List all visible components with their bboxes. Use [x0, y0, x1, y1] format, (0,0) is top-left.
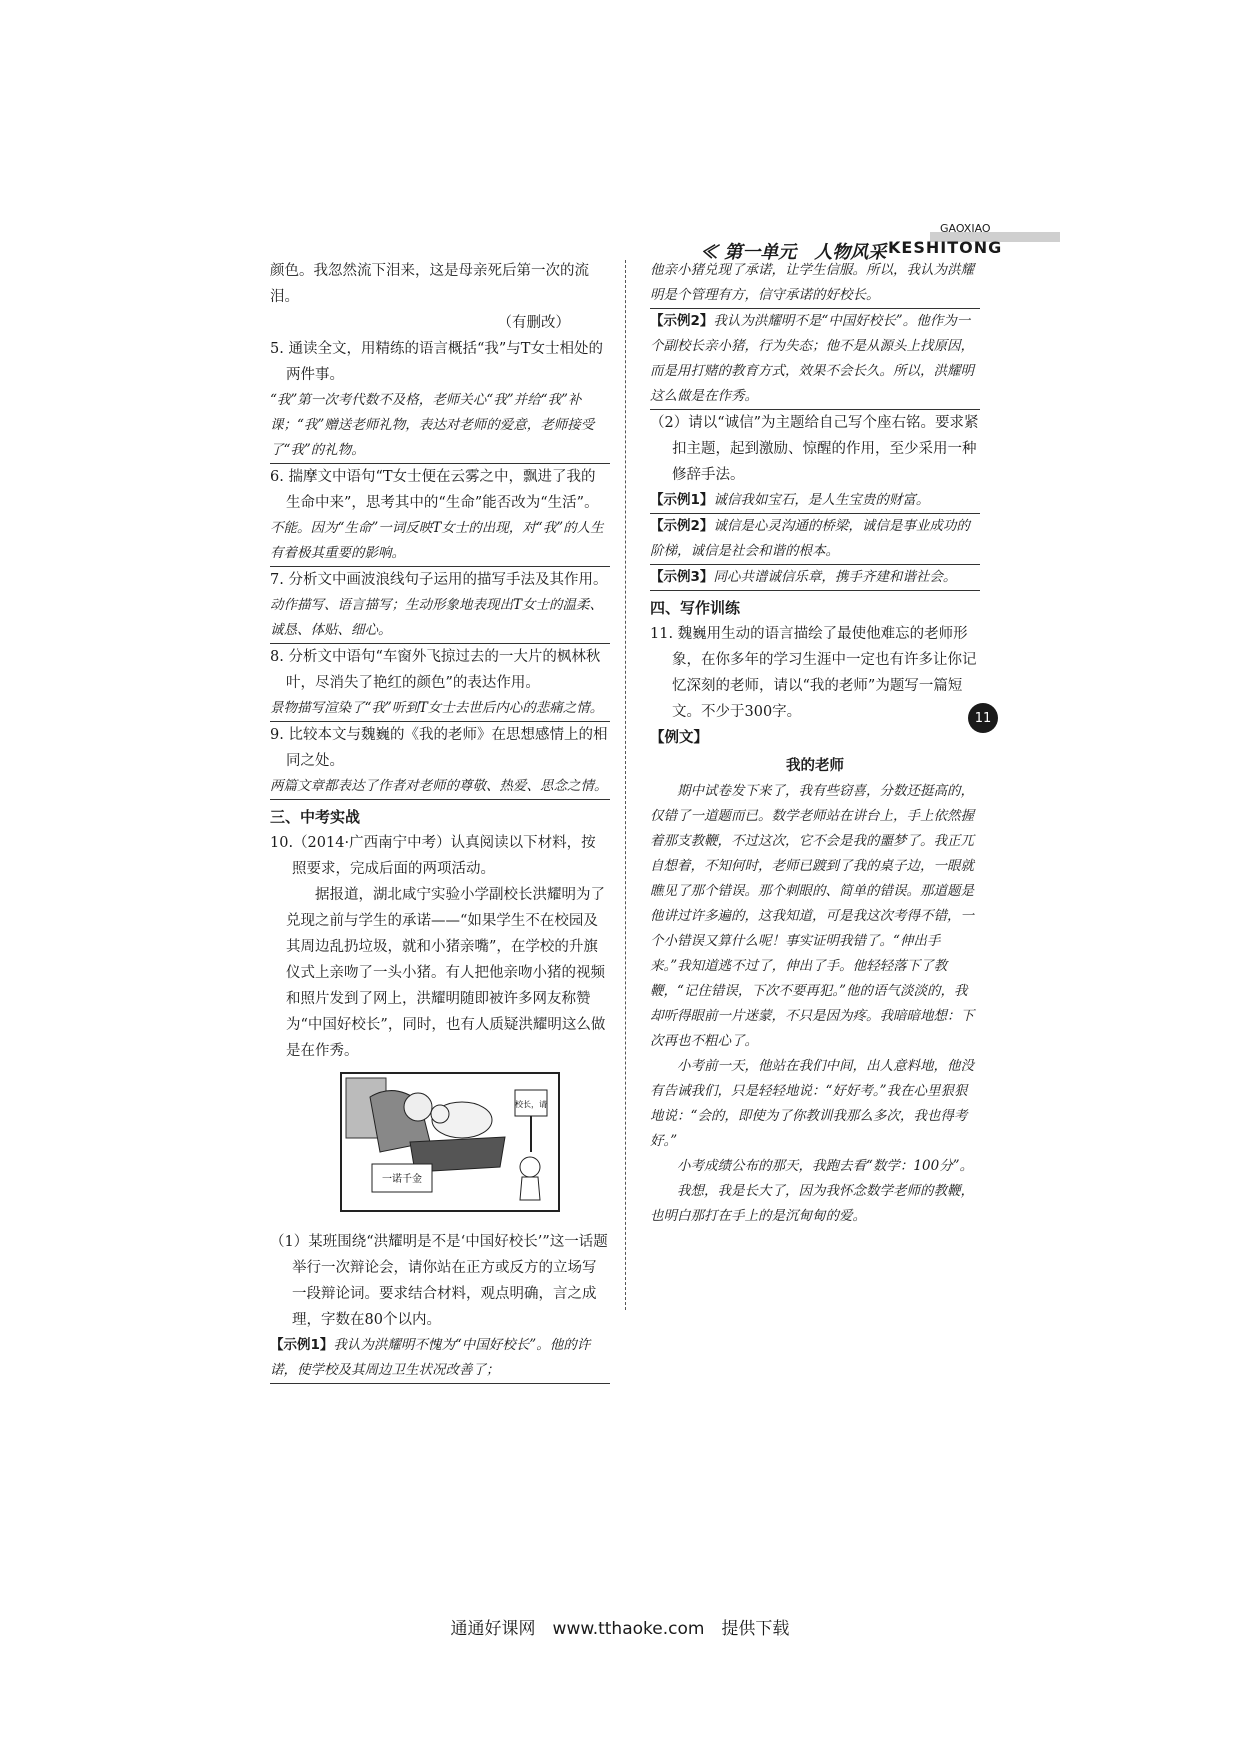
left-column [270, 258, 610, 1384]
essay-title: 我的老师 [786, 758, 844, 774]
motto-tag-1: 【示例1】 [650, 492, 714, 508]
answer-8: 景物描写渲染了“我”听到T女士去世后内心的悲痛之情。 [270, 696, 610, 722]
question-5: 5. 通读全文，用精练的语言概括“我”与T女士相处的两件事。 [270, 341, 603, 383]
example-1-text: 我认为洪耀明不愧为“中国好校长”。他的许诺，使学校及其周边卫生状况改善了； [270, 1337, 591, 1378]
motto-example-1 [650, 488, 980, 514]
essay-paragraph-2: 小考前一天，他站在我们中间，出人意料地，他没有告诫我们，只是轻轻地说：“好好考。”我在心里狠狠地说：“会的，即使为了你教训我那么多次，我也得考好。” [650, 1058, 974, 1149]
motto-tag-3: 【示例3】 [650, 569, 714, 585]
essay-paragraph-1: 期中试卷发下来了，我有些窃喜，分数还挺高的，仅错了一道题而已。数学老师站在讲台上，手上依然握着那支教鞭，不过这次，它不会是我的噩梦了。我正兀自想着，不知何时，老师已踱到了我的桌子边，一眼就瞧见了那个错误。那个刺眼的、简单的错误。那道题是他讲过许多遍的，这我知道，可是我这次考得不错，一个小错误又算什么呢！事实证明我错了。“伸出手来。”我知道逃不过了，伸出了手。他轻轻落下了教鞭，“记住错误，下次不要再犯。”他的语气淡淡的，我却听得眼前一片迷蒙，不只是因为疼。我暗暗地想：下次再也不粗心了。 [650, 783, 974, 1049]
example-tag-2: 【示例2】 [650, 313, 714, 329]
header-gaoxiao: GAOXIAO [940, 222, 991, 235]
question-9: 9. 比较本文与魏巍的《我的老师》在思想感情上的相同之处。 [270, 727, 608, 769]
motto-example-3 [650, 565, 980, 591]
section-heading-3: 三、中考实战 [270, 808, 361, 826]
unit-title: ≪ 第一单元 人物风采 [700, 242, 887, 263]
source-note: （有删改） [497, 315, 570, 331]
question-10-1: （1）某班围绕“洪耀明是不是‘中国好校长’”这一话题举行一次辩论会，请你站在正方或反方的立场写一段辩论词。要求结合材料，观点明确，言之成理，字数在80个以内。 [270, 1234, 608, 1328]
cartoon-illustration [340, 1072, 560, 1212]
question-8: 8. 分析文中语句“车窗外飞掠过去的一大片的枫林秋叶，尽消失了艳红的颜色”的表达作用。 [270, 649, 601, 691]
example-tag-1: 【示例1】 [270, 1337, 334, 1353]
column-divider [625, 260, 626, 1310]
question-11: 11. 魏巍用生动的语言描绘了最使他难忘的老师形象，在你多年的学习生涯中一定也有许多让你记忆深刻的老师，请以“我的老师”为题写一篇短文。不少于300字。 [650, 626, 977, 720]
motto-example-2 [650, 514, 980, 565]
motto-1-text: 诚信我如宝石，是人生宝贵的财富。 [713, 492, 930, 508]
motto-3-text: 同心共谱诚信乐章，携手齐建和谐社会。 [713, 569, 957, 585]
brand-title: KESHITONG [888, 238, 1003, 257]
page-number-badge: 11 [968, 703, 998, 733]
motto-2-text: 诚信是心灵沟通的桥梁，诚信是事业成功的阶梯，诚信是社会和谐的根本。 [650, 518, 970, 559]
answer-7: 动作描写、语言描写；生动形象地表现出T女士的温柔、诚恳、体贴、细心。 [270, 593, 610, 644]
model-essay-tag: 【例文】 [650, 730, 708, 746]
example-1-continued: 他亲小猪兑现了承诺，让学生信服。所以，我认为洪耀明是个管理有方，信守承诺的好校长。 [650, 258, 980, 309]
motto-tag-2: 【示例2】 [650, 518, 714, 534]
answer-5: “我”第一次考代数不及格，老师关心“我”并给“我”补课；“我”赠送老师礼物，表达对老师的爱意，老师接受了“我”的礼物。 [270, 388, 610, 464]
answer-10-1-example-2 [650, 309, 980, 410]
intro-line: 颜色。我忽然流下泪来，这是母亲死后第一次的流泪。 [270, 263, 589, 305]
cartoon-sign-text: 校长，请 [515, 1100, 547, 1109]
footer-credit: 通通好课网 www.tthaoke.com 提供下载 [450, 1619, 790, 1639]
question-7: 7. 分析文中画波浪线句子运用的描写手法及其作用。 [270, 572, 608, 588]
answer-10-1-example-1 [270, 1333, 610, 1384]
example-2-text: 我认为洪耀明不是“中国好校长”。他作为一个副校长亲小猪，行为失态；他不是从源头上找原因，而是用打赌的教育方式，效果不会长久。所以，洪耀明这么做是在作秀。 [650, 313, 974, 404]
answer-6: 不能。因为“生命”一词反映T女士的出现，对“我”的人生有着极其重要的影响。 [270, 516, 610, 567]
question-6: 6. 揣摩文中语句“T女士便在云雾之中，飘进了我的生命中来”，思考其中的“生命”能否改为“生活”。 [270, 469, 599, 511]
question-10-2: （2）请以“诚信”为主题给自己写个座右铭。要求紧扣主题，起到激励、惊醒的作用，至少采用一种修辞手法。 [650, 415, 979, 483]
material-text: 据报道，湖北咸宁实验小学副校长洪耀明为了兑现之前与学生的承诺——“如果学生不在校园及其周边乱扔垃圾，就和小猪亲嘴”，在学校的升旗仪式上亲吻了一头小猪。有人把他亲吻小猪的视频和照片发到了网上，洪耀明随即被许多网友称赞为“中国好校长”，同时，也有人质疑洪耀明这么做是在作秀。 [286, 887, 606, 1059]
cartoon-box-text: 一诺千金 [382, 1174, 422, 1185]
page-header [700, 222, 1060, 262]
question-10: 10.（2014·广西南宁中考）认真阅读以下材料，按照要求，完成后面的两项活动。 [270, 835, 596, 877]
right-column [650, 258, 980, 1229]
answer-9: 两篇文章都表达了作者对老师的尊敬、热爱、思念之情。 [270, 774, 610, 800]
essay-paragraph-4: 我想，我是长大了，因为我怀念数学老师的教鞭，也明白那打在手上的是沉甸甸的爱。 [650, 1183, 974, 1224]
essay-paragraph-3: 小考成绩公布的那天，我跑去看“数学：100分”。 [677, 1158, 974, 1174]
section-heading-4: 四、写作训练 [650, 599, 741, 617]
